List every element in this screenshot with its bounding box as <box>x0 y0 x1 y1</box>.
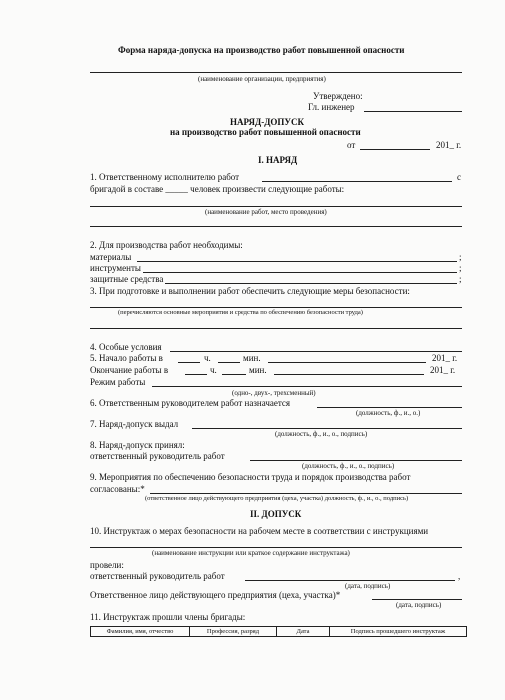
table-header-profession: Профессия, разряд <box>190 627 277 637</box>
item-9-text: 9. Мероприятия по обеспечению безопасности труда и порядок производства работ <box>90 472 411 482</box>
item-7-text: 7. Наряд-допуск выдал <box>90 419 179 429</box>
responsible-person-line <box>372 599 462 600</box>
protection-semicolon: ; <box>459 274 462 284</box>
responsible-person-caption: (дата, подпись) <box>396 601 442 609</box>
work-mode-line <box>152 386 462 387</box>
item-5-start: 5. Начало работы в <box>90 353 163 363</box>
accepted-by-line <box>250 460 462 461</box>
start-hour-label: ч. <box>204 353 211 363</box>
end-year: 201_ г. <box>430 365 456 375</box>
approved-label: Утверждено: <box>313 91 363 101</box>
tools-line <box>143 272 457 273</box>
start-min-label: мин. <box>243 353 261 363</box>
table-header-name: Фамилия, имя, отчество <box>91 627 190 637</box>
measures-caption: (перечисляются основные мероприятия и средства по обеспечению безопасности труда) <box>118 309 363 316</box>
doc-subtitle: на производство работ повышенной опасности <box>170 127 361 137</box>
date-line <box>360 149 430 150</box>
special-conditions-line <box>170 351 462 352</box>
date-year: 201_ г. <box>436 140 462 150</box>
chief-engineer-line <box>364 111 462 112</box>
table-header-signature: Подпись прошедшего инструктаж <box>330 627 467 637</box>
materials-line <box>137 261 457 262</box>
executor-line <box>262 181 452 182</box>
item-1-c: с <box>457 172 461 182</box>
item-4-text: 4. Особые условия <box>90 342 162 352</box>
item-6-caption: (должность, ф., и., о.) <box>356 409 421 417</box>
responsible-person: Ответственное лицо действующего предприятия (цеха, участка)* <box>90 590 341 600</box>
item-8-text: 8. Наряд-допуск принял: <box>90 440 185 450</box>
start-hour-line <box>178 362 200 363</box>
works-caption: (наименование работ, место проведения) <box>205 208 327 216</box>
item-9-agreed: согласованы:* <box>90 484 145 494</box>
measures-line <box>90 307 462 308</box>
materials-semicolon: ; <box>459 252 462 262</box>
conducted-caption: (дата, подпись) <box>345 582 391 590</box>
end-date-line <box>274 374 424 375</box>
works-line-2 <box>90 226 462 227</box>
item-1-text: 1. Ответственному исполнителю работ <box>90 172 240 182</box>
instruction-caption: (наименование инструкции или краткое содержание инструктажа) <box>152 549 350 557</box>
date-from-label: от <box>347 140 356 150</box>
form-title: Форма наряда-допуска на производство работ повышенной опасности <box>118 45 405 55</box>
instruction-line <box>90 547 462 548</box>
protection-line <box>165 283 457 284</box>
conducted-comma: , <box>458 571 461 581</box>
table-header-date: Дата <box>277 627 330 637</box>
end-hour-label: ч. <box>210 365 217 375</box>
conducted-manager: ответственный руководитель работ <box>90 571 225 581</box>
item-10-text: 10. Инструктаж о мерах безопасности на рабочем месте в соответствии с инструкциями <box>90 526 429 536</box>
item-3-text: 3. При подготовке и выполнении работ обеспечить следующие меры безопасности: <box>90 286 410 296</box>
end-hour-line <box>185 374 207 375</box>
issued-by-line <box>192 428 462 429</box>
item-6-text: 6. Ответственным руководителем работ назначается <box>90 398 291 408</box>
table-header-row <box>91 627 467 637</box>
work-mode-caption: (одно-, двух-, трехсменный) <box>232 389 316 397</box>
item-2-text: 2. Для производства работ необходимы: <box>90 240 243 250</box>
org-caption: (наименование организации, предприятия) <box>198 75 326 83</box>
section-1-heading: I. НАРЯД <box>258 155 298 165</box>
chief-engineer-label: Гл. инженер <box>308 102 355 112</box>
item-8-manager: ответственный руководитель работ <box>90 451 225 461</box>
doc-title: НАРЯД-ДОПУСК <box>230 117 305 127</box>
start-min-line <box>218 362 240 363</box>
item-7-caption: (должность, ф., и., о., подпись) <box>275 430 368 438</box>
item-11-text: 11. Инструктаж прошли члены бригады: <box>90 612 246 622</box>
end-min-line <box>222 374 246 375</box>
start-year: 201_ г. <box>432 353 458 363</box>
conducted-manager-line <box>245 580 455 581</box>
section-2-heading: II. ДОПУСК <box>250 509 302 519</box>
start-date-line <box>268 362 426 363</box>
item-8-caption: (должность, ф., и., о., подпись) <box>302 462 395 470</box>
tools-label: инструменты <box>90 263 141 273</box>
manager-line <box>317 407 462 408</box>
agreed-line <box>150 493 462 494</box>
measures-line-2 <box>90 328 462 329</box>
tools-semicolon: ; <box>459 263 462 273</box>
works-line <box>90 206 462 207</box>
work-mode-label: Режим работы <box>90 377 146 387</box>
end-min-label: мин. <box>249 365 267 375</box>
item-5-end: Окончание работы в <box>90 365 169 375</box>
materials-label: материалы <box>90 252 132 262</box>
item-9-caption: (ответственное лицо действующего предприятия (цеха, участка) должность, ф., и., о., подпись) <box>145 495 409 502</box>
protection-label: защитные средства <box>90 274 164 284</box>
item-1-brigade: бригадой в составе _____ человек произвести следующие работы: <box>90 184 345 194</box>
brigade-table <box>90 626 467 637</box>
conducted-label: провели: <box>90 560 124 570</box>
org-line <box>90 72 462 73</box>
